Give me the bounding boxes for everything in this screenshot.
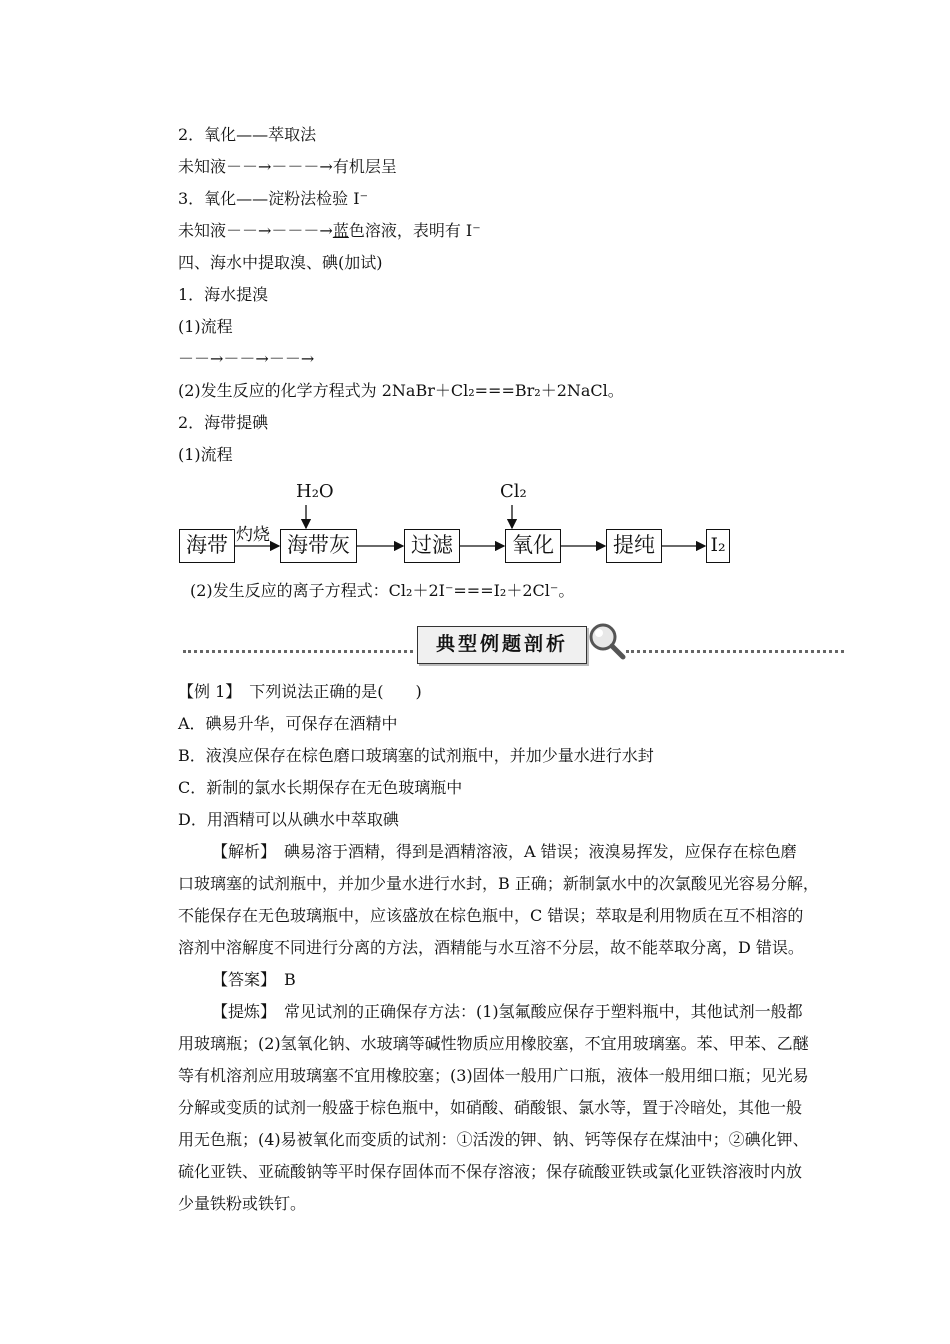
example-question: 【例 1】 下列说法正确的是( ) [178, 682, 422, 701]
flow-box-purify: 提纯 [606, 529, 662, 563]
seawater-bromine-title: 1．海水提溴 [178, 285, 269, 304]
option-c: C．新制的氯水长期保存在无色玻璃瓶中 [178, 778, 463, 797]
analysis-line-2: 口玻璃塞的试剂瓶中，并加少量水进行水封，B 正确；新制氯水中的次氯酸见光容易分解， [178, 874, 819, 893]
section-3-title: 3．氧化——淀粉法检验 I⁻ [178, 189, 369, 208]
reagent-chlorine: Cl₂ [500, 481, 527, 502]
iodine-ion-equation: (2)发生反应的离子方程式：Cl₂＋2I⁻===I₂＋2Cl⁻。 [190, 581, 575, 600]
option-b: B．液溴应保存在棕色磨口玻璃塞的试剂瓶中，并加少量水进行水封 [178, 746, 654, 765]
flow-box-kelp-ash: 海带灰 [280, 529, 357, 563]
banner-dots-left [183, 650, 413, 653]
analysis-line-4: 溶剂中溶解度不同进行分离的方法，酒精能与水互溶不分层，故不能萃取分离，D 错误。 [178, 938, 804, 957]
section-2-line: 未知液－－→－－－→有机层呈 [178, 157, 397, 176]
iodine-process-label: (1)流程 [178, 445, 233, 464]
summary-line-5: 用无色瓶；(4)易被氧化而变质的试剂：①活泼的钾、钠、钙等保存在煤油中；②碘化钾、 [178, 1130, 809, 1149]
flow-box-oxidize: 氧化 [505, 529, 561, 563]
kelp-iodine-title: 2．海带提碘 [178, 413, 269, 432]
section-banner: 典型例题剖析 [417, 626, 587, 664]
option-a: A．碘易升华，可保存在酒精中 [178, 714, 398, 733]
summary-line-7: 少量铁粉或铁钉。 [178, 1194, 307, 1213]
flow-box-iodine: I₂ [706, 529, 730, 563]
reagent-water: H₂O [296, 481, 334, 502]
section-2-title: 2．氧化——萃取法 [178, 125, 317, 144]
bromine-equation: (2)发生反应的化学方程式为 2NaBr＋Cl₂===Br₂＋2NaCl。 [178, 381, 624, 400]
arrow-label-burn: 灼烧 [236, 525, 270, 545]
flow-box-filter: 过滤 [404, 529, 460, 563]
banner-dots-right [626, 650, 844, 653]
summary-line-6: 硫化亚铁、亚硫酸钠等平时保存固体而不保存溶液；保存硫酸亚铁或氯化亚铁溶液时内放 [178, 1162, 803, 1181]
analysis-line-1: 【解析】 碘易溶于酒精，得到是酒精溶液，A 错误；液溴易挥发，应保存在棕色磨 [212, 842, 797, 861]
summary-line-1: 【提炼】 常见试剂的正确保存方法：(1)氢氟酸应保存于塑料瓶中，其他试剂一般都 [212, 1002, 803, 1021]
bromine-process-arrows: －－→－－→－－→ [178, 349, 315, 368]
analysis-line-3: 不能保存在无色玻璃瓶中，应该盛放在棕色瓶中，C 错误；萃取是利用物质在互不相溶的 [178, 906, 804, 925]
flow-arrows [0, 0, 950, 600]
answer: 【答案】 B [212, 970, 296, 989]
section-4-title: 四、海水中提取溴、碘(加试) [178, 253, 383, 272]
section-3-line-post: 色溶液，表明有 I⁻ [348, 221, 481, 240]
summary-line-3: 等有机溶剂应用玻璃塞不宜用橡胶塞；(3)固体一般用广口瓶，液体一般用细口瓶；见光易 [178, 1066, 809, 1085]
bromine-process-label: (1)流程 [178, 317, 233, 336]
flow-box-kelp: 海带 [179, 529, 235, 563]
magnifier-icon [586, 620, 628, 662]
underlined-blue-word: 蓝 [332, 221, 349, 240]
option-d: D．用酒精可以从碘水中萃取碘 [178, 810, 399, 829]
section-3-line-pre: 未知液－－→－－－→ [178, 221, 333, 240]
summary-line-2: 用玻璃瓶；(2)氢氧化钠、水玻璃等碱性物质应用橡胶塞，不宜用玻璃塞。苯、甲苯、乙醚 [178, 1034, 809, 1053]
summary-line-4: 分解或变质的试剂一般盛于棕色瓶中，如硝酸、硝酸银、氯水等，置于冷暗处，其他一般 [178, 1098, 803, 1117]
